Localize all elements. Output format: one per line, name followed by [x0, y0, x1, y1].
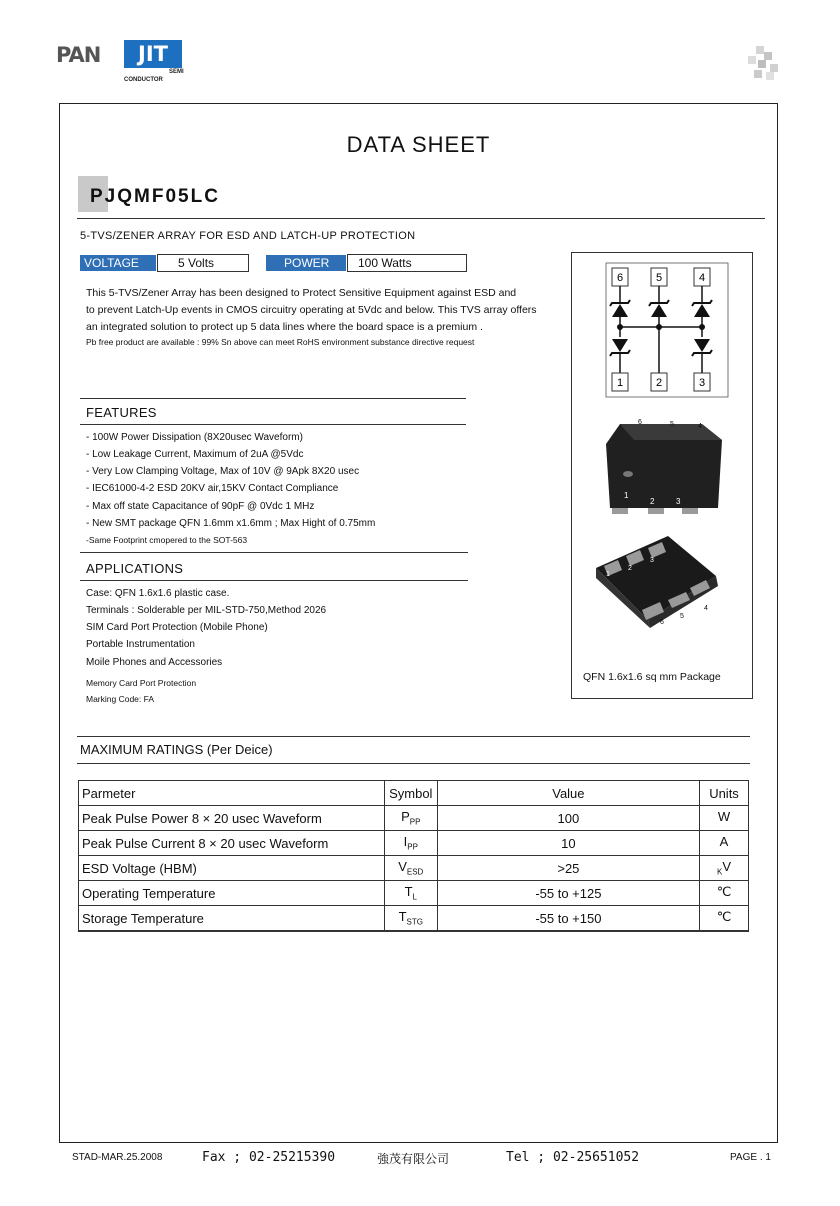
pin-label: 6	[638, 419, 642, 426]
pin-label: 4	[698, 423, 702, 430]
corner-decoration-icon	[742, 42, 782, 82]
divider	[80, 552, 468, 553]
pin-label: 4	[704, 605, 708, 612]
parameter-cell: Peak Pulse Power 8 × 20 usec Waveform	[79, 806, 385, 831]
pin-label: 4	[698, 272, 706, 284]
part-number: PJQMF05LC	[90, 186, 220, 207]
description-line: This 5-TVS/Zener Array has been designed to Protect Sensitive Equipment against ESD and	[86, 287, 517, 299]
pin-label: 2	[628, 565, 632, 572]
value-cell: 100	[437, 806, 699, 831]
symbol-cell: $V_{ESD}$	[384, 856, 437, 881]
symbol-cell: $P_{PP}$	[384, 806, 437, 831]
description-line: Pb free product are available : 99% Sn above can meet RoHS environment substance directive request	[86, 337, 475, 347]
unit-cell: A	[700, 831, 749, 856]
symbol-cell: $T_L$	[384, 881, 437, 906]
column-header: Parmeter	[79, 781, 385, 806]
description-line: to prevent Latch-Up events in CMOS circuitry operating at 5Vdc and below. This TVS array offers	[86, 304, 537, 316]
ratings-table	[78, 780, 749, 932]
divider	[77, 736, 750, 737]
column-header: Symbol	[384, 781, 437, 806]
parameter-cell: ESD Voltage (HBM)	[79, 856, 385, 881]
parameter-cell: Peak Pulse Current 8 × 20 usec Waveform	[79, 831, 385, 856]
value-cell: 10	[437, 831, 699, 856]
unit-cell: ℃	[700, 906, 749, 932]
page-number: PAGE . 1	[730, 1152, 771, 1163]
pin-label: 1	[624, 491, 629, 500]
table-row	[79, 831, 749, 856]
divider	[80, 398, 466, 399]
unit-cell: $_K$V	[700, 856, 749, 881]
pin-label: 5	[680, 613, 684, 620]
application-item: Memory Card Port Protection	[86, 678, 197, 688]
parameter-cell: Operating Temperature	[79, 881, 385, 906]
column-header: Value	[437, 781, 699, 806]
package-top-view	[590, 412, 735, 522]
product-subtitle: 5-TVS/ZENER ARRAY FOR ESD AND LATCH-UP PROTECTION	[80, 230, 416, 242]
table-header-row	[79, 781, 749, 806]
table-row	[79, 881, 749, 906]
divider	[77, 763, 750, 764]
feature-item: - Low Leakage Current, Maximum of 2uA @5Vdc	[86, 449, 304, 460]
description-line: an integrated solution to protect up 5 data lines where the board space is a premium .	[86, 321, 483, 333]
feature-item: - 100W Power Dissipation (8X20usec Waveform)	[86, 432, 303, 443]
table-row	[79, 906, 749, 932]
logo-text-box: JIT	[124, 40, 182, 68]
symbol-cell: $I_{PP}$	[384, 831, 437, 856]
tel-number: Tel ; 02-25651052	[506, 1150, 640, 1165]
value-cell: -55 to +150	[437, 906, 699, 932]
page-footer	[72, 1150, 784, 1170]
unit-cell: W	[700, 806, 749, 831]
unit-cell: ℃	[700, 881, 749, 906]
feature-item: - Max off state Capacitance of 90pF @ 0Vdc 1 MHz	[86, 501, 315, 512]
column-header: Units	[700, 781, 749, 806]
application-item: Case: QFN 1.6x1.6 plastic case.	[86, 588, 230, 599]
package-bottom-view	[588, 528, 738, 638]
symbol-cell: $T_{STG}$	[384, 906, 437, 932]
value-cell: >25	[437, 856, 699, 881]
voltage-value: 5 Volts	[157, 254, 249, 272]
page-title: DATA SHEET	[346, 132, 491, 157]
applications-heading: APPLICATIONS	[86, 561, 184, 576]
pin-label: 2	[655, 377, 663, 389]
pin-label: 1	[616, 377, 624, 389]
features-heading: FEATURES	[86, 405, 157, 420]
power-label: POWER	[266, 255, 346, 271]
divider	[80, 580, 468, 581]
pin-label: 5	[655, 272, 663, 284]
application-item: Marking Code: FA	[86, 694, 155, 704]
feature-item: - New SMT package QFN 1.6mm x1.6mm ; Max Hight of 0.75mm	[86, 518, 376, 529]
application-item: Moile Phones and Accessories	[86, 657, 223, 668]
package-caption: QFN 1.6x1.6 sq mm Package	[583, 671, 721, 683]
application-item: Terminals : Solderable per MIL-STD-750,Method 2026	[86, 605, 327, 616]
table-row	[79, 856, 749, 881]
voltage-label: VOLTAGE	[80, 255, 156, 271]
company-name: 強茂有限公司	[377, 1152, 450, 1166]
ratings-heading: MAXIMUM RATINGS (Per Deice)	[80, 742, 273, 757]
pin-label: 3	[698, 377, 706, 389]
parameter-cell: Storage Temperature	[79, 906, 385, 932]
pin-label: 6	[616, 272, 624, 284]
logo-semi-text: SEMI	[169, 69, 184, 75]
divider	[77, 218, 765, 219]
feature-item: -Same Footprint cmopered to the SOT-563	[86, 535, 248, 545]
divider	[80, 424, 466, 425]
pin-label: 6	[660, 619, 664, 626]
pin-label: 3	[650, 557, 654, 564]
application-item: SIM Card Port Protection (Mobile Phone)	[86, 622, 268, 633]
power-value: 100 Watts	[347, 254, 467, 272]
pin-label: 5	[670, 421, 674, 428]
table-row	[79, 806, 749, 831]
application-item: Portable Instrumentation	[86, 639, 195, 650]
feature-item: - IEC61000-4-2 ESD 20KV air,15KV Contact Compliance	[86, 483, 339, 494]
pin-label: 3	[676, 497, 681, 506]
pin-label: 2	[650, 497, 655, 506]
pin-label: 1	[606, 571, 610, 578]
feature-item: - Very Low Clamping Voltage, Max of 10V @ 9Apk 8X20 usec	[86, 466, 360, 477]
logo-text-left: PAN	[56, 43, 101, 67]
logo-conductor-text: CONDUCTOR	[124, 77, 163, 83]
fax-number: Fax ; 02-25215390	[202, 1150, 336, 1165]
pinout-schematic	[572, 253, 752, 413]
value-cell: -55 to +125	[437, 881, 699, 906]
company-logo	[56, 40, 186, 90]
doc-code: STAD-MAR.25.2008	[72, 1152, 163, 1163]
